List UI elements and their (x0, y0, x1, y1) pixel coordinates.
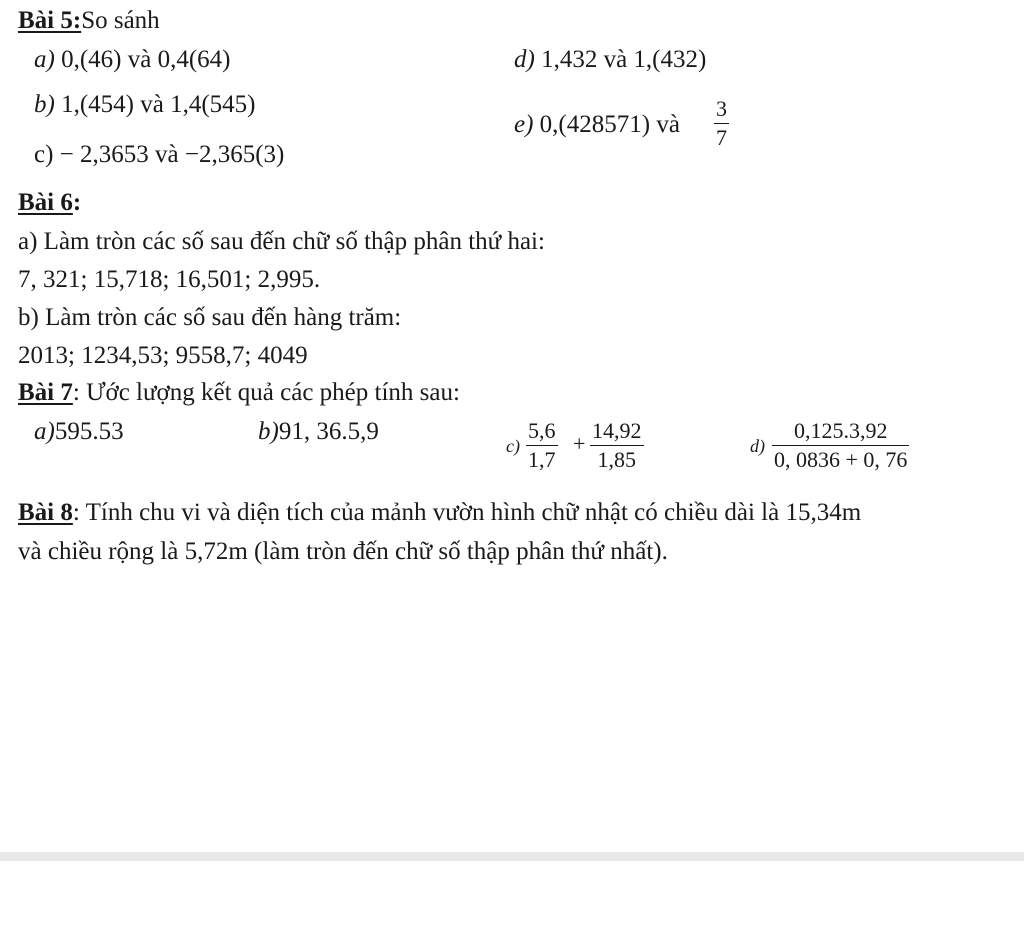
bai7-d-fraction (772, 420, 909, 471)
bai6-b-numbers: 2013; 1234,53; 9558,7; 4049 (18, 342, 308, 369)
bai7-a-expr: 595.53 (54, 418, 124, 445)
bai6-title-line (18, 190, 81, 215)
bai7-b-expr: 91, 36.5,9 (278, 418, 379, 445)
bai5-title: So sánh (81, 7, 160, 34)
bai7-title: : Ước lượng kết quả các phép tính sau: (72, 379, 460, 406)
bai6-a-numbers: 7, 321; 15,718; 16,501; 2,995. (18, 266, 321, 293)
bai7-c-frac2-den: 1,85 (597, 447, 636, 472)
bai8-line-1 (18, 500, 861, 525)
bai7-d-frac-num: 0,125.3,92 (772, 420, 909, 446)
bai5-item-a (34, 47, 230, 72)
bai7-b-label: b) (258, 418, 279, 445)
bai7-c-frac2-num: 14,92 (590, 420, 644, 446)
bai7-c-frac1-num: 5,6 (526, 420, 558, 446)
bai7-c-plus: + (573, 431, 586, 456)
bai7-d-frac-den: 0, 0836 + 0, 76 (774, 447, 908, 472)
bai5-a-label: a) (34, 46, 55, 73)
bai8-line1: : Tính chu vi và diện tích của mảnh vườn hình chữ nhật có chiều dài là 15,34m (72, 499, 862, 526)
bai5-item-c (34, 142, 284, 167)
bai7-item-b (258, 419, 379, 444)
bai5-e-frac-den: 7 (716, 125, 727, 150)
bai8-heading: Bài 8 (18, 499, 73, 526)
bai7-c-label: c) (506, 436, 520, 456)
bai7-d-label: d) (750, 436, 765, 456)
bai7-c-frac1-den: 1,7 (528, 447, 556, 472)
bai5-b-expr: 1,(454) và 1,4(545) (61, 91, 256, 118)
bai5-c-expr: − 2,3653 và −2,365(3) (59, 141, 285, 168)
bai5-c-label: c) (34, 141, 54, 168)
bai7-item-a (34, 419, 124, 444)
bai6-heading: Bài 6 (18, 189, 73, 216)
bai5-e-label: e) (514, 111, 534, 138)
bai8-line-2: và chiều rộng là 5,72m (làm tròn đến chữ số thập phân thứ nhất). (18, 538, 668, 565)
bai6-b-text: b) Làm tròn các số sau đến hàng trăm: (18, 304, 402, 331)
bai5-e-expr: 0,(428571) và (539, 111, 680, 138)
bai5-heading: Bài 5: (18, 7, 82, 34)
bai7-title-line (18, 380, 460, 405)
bai5-item-e (514, 112, 680, 137)
bai6-colon: : (72, 189, 82, 216)
bai5-item-d (514, 47, 706, 72)
page-divider (0, 852, 1024, 861)
bai7-a-label: a) (34, 418, 55, 445)
bai7-c-fraction-2 (590, 420, 644, 471)
bai5-e-fraction (714, 98, 729, 149)
bai5-b-label: b) (34, 91, 55, 118)
bai5-e-frac-num: 3 (714, 98, 729, 124)
bai5-d-label: d) (514, 46, 535, 73)
bai5-d-expr: 1,432 và 1,(432) (541, 46, 707, 73)
bai5-title-line (18, 8, 160, 33)
bai5-item-b (34, 92, 255, 117)
bai7-heading: Bài 7 (18, 379, 73, 406)
bai6-a-text: a) Làm tròn các số sau đến chữ số thập phân thứ hai: (18, 228, 545, 255)
bai7-c-fraction-1 (526, 420, 558, 471)
bai5-a-expr: 0,(46) và 0,4(64) (61, 46, 231, 73)
